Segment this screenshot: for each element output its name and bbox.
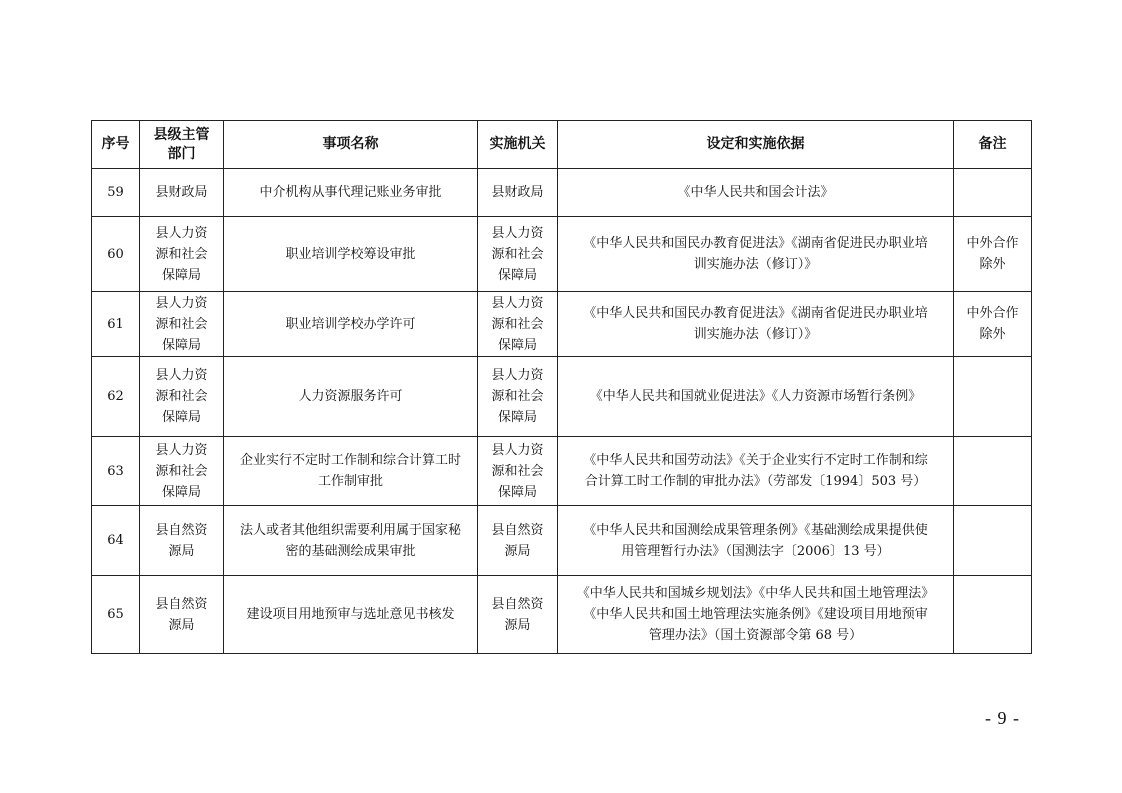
cell-basis-line: 训实施办法（修订）》	[693, 257, 818, 272]
header-serial-no: 序号	[92, 121, 140, 169]
cell-basis-line: 《中华人民共和国土地管理法实施条例》《建设项目用地预审	[583, 607, 928, 622]
cell-basis-line: 《中华人民共和国城乡规划法》《中华人民共和国土地管理法》	[576, 586, 935, 601]
cell-dept-line: 保障局	[161, 267, 201, 283]
cell-dept	[140, 169, 224, 217]
cell-basis-line: 《中华人民共和国测绘成果管理条例》《基础测绘成果提供使	[583, 522, 928, 538]
cell-serial-no: 61	[92, 292, 140, 357]
approval-items-table	[91, 120, 1032, 654]
cell-basis	[558, 576, 954, 654]
table-row	[92, 217, 1032, 292]
table-row	[92, 576, 1032, 654]
cell-dept	[140, 506, 224, 576]
cell-basis-line: 《中华人民共和国会计法》	[677, 185, 834, 200]
cell-agency-line: 县自然资	[491, 522, 544, 538]
cell-note	[954, 437, 1032, 506]
cell-item-name-line: 法人或者其他组织需要利用属于国家秘	[239, 522, 461, 538]
cell-note-line: 中外合作	[966, 236, 1019, 251]
cell-dept	[140, 292, 224, 357]
cell-basis-line: 管理办法》（国土资源部令第 68 号）	[648, 628, 863, 643]
cell-basis	[558, 437, 954, 506]
cell-dept-line: 保障局	[161, 484, 201, 500]
cell-agency	[478, 576, 558, 654]
cell-item-name-line: 建设项目用地预审与选址意见书核发	[246, 607, 455, 622]
cell-note	[954, 357, 1032, 437]
header-dept-line: 县级主管	[153, 126, 210, 143]
cell-dept-line: 县自然资	[155, 522, 208, 538]
cell-dept-line: 源和社会	[155, 389, 208, 404]
cell-dept-line: 源局	[168, 543, 195, 559]
table-row	[92, 169, 1032, 217]
cell-note-line: 除外	[979, 327, 1006, 342]
cell-agency-line: 保障局	[497, 337, 537, 353]
header-agency: 实施机关	[478, 121, 558, 169]
header-dept-line: 部门	[167, 145, 196, 162]
cell-agency-line: 县人力资	[491, 442, 544, 458]
page-number: - 9 -	[985, 708, 1020, 728]
cell-basis	[558, 357, 954, 437]
cell-item-name	[224, 357, 478, 437]
cell-note	[954, 506, 1032, 576]
cell-agency-line: 源局	[504, 617, 531, 633]
cell-item-name-line: 职业培训学校筹设审批	[285, 246, 416, 262]
cell-dept-line: 县财政局	[155, 185, 208, 200]
cell-item-name	[224, 576, 478, 654]
cell-basis	[558, 169, 954, 217]
header-note: 备注	[954, 121, 1032, 169]
cell-dept-line: 县人力资	[155, 225, 208, 241]
cell-agency-line: 县财政局	[491, 185, 544, 200]
cell-agency-line: 县人力资	[491, 295, 544, 311]
table-row	[92, 357, 1032, 437]
cell-item-name	[224, 217, 478, 292]
cell-dept	[140, 576, 224, 654]
cell-item-name-line: 职业培训学校办学许可	[285, 316, 416, 332]
cell-dept	[140, 437, 224, 506]
cell-note	[954, 292, 1032, 357]
header-item-name: 事项名称	[224, 121, 478, 169]
cell-agency-line: 源和社会	[491, 316, 544, 332]
cell-dept	[140, 357, 224, 437]
cell-agency-line: 源和社会	[491, 463, 544, 479]
cell-item-name-line: 密的基础测绘成果审批	[285, 543, 416, 559]
header-basis: 设定和实施依据	[558, 121, 954, 169]
cell-basis-line: 用管理暂行办法》（国测法字〔2006〕13 号）	[621, 543, 890, 559]
cell-agency-line: 县自然资	[491, 596, 544, 612]
cell-agency	[478, 357, 558, 437]
cell-item-name	[224, 437, 478, 506]
cell-basis-line: 《中华人民共和国民办教育促进法》《湖南省促进民办职业培	[583, 236, 928, 251]
cell-agency-line: 保障局	[497, 267, 537, 283]
table-row	[92, 506, 1032, 576]
cell-item-name-line: 企业实行不定时工作制和综合计算工时	[239, 453, 461, 468]
cell-serial-no: 63	[92, 437, 140, 506]
table-row	[92, 437, 1032, 506]
cell-basis	[558, 292, 954, 357]
cell-item-name-line: 工作制审批	[317, 474, 383, 489]
cell-agency	[478, 437, 558, 506]
cell-dept-line: 源和社会	[155, 246, 208, 262]
cell-item-name	[224, 506, 478, 576]
cell-basis-line: 合计算工时工作制的审批办法》（劳部发〔1994〕503 号）	[584, 474, 927, 489]
cell-agency	[478, 169, 558, 217]
cell-serial-no: 62	[92, 357, 140, 437]
cell-agency	[478, 292, 558, 357]
table-row	[92, 292, 1032, 357]
cell-basis-line: 训实施办法（修订）》	[693, 327, 818, 342]
cell-serial-no: 60	[92, 217, 140, 292]
cell-basis	[558, 506, 954, 576]
cell-agency-line: 县人力资	[491, 225, 544, 241]
cell-item-name	[224, 169, 478, 217]
cell-basis	[558, 217, 954, 292]
header-dept	[140, 121, 224, 169]
cell-serial-no: 64	[92, 506, 140, 576]
cell-dept-line: 源局	[168, 617, 195, 633]
cell-item-name-line: 人力资源服务许可	[298, 389, 403, 404]
cell-agency-line: 县人力资	[491, 368, 544, 383]
cell-note-line: 除外	[979, 257, 1006, 272]
cell-agency-line: 源局	[504, 543, 531, 559]
cell-basis-line: 《中华人民共和国劳动法》《关于企业实行不定时工作制和综	[583, 453, 928, 468]
cell-note	[954, 169, 1032, 217]
cell-dept-line: 源和社会	[155, 316, 208, 332]
cell-agency-line: 源和社会	[491, 389, 544, 404]
cell-note	[954, 576, 1032, 654]
cell-agency-line: 源和社会	[491, 246, 544, 262]
cell-serial-no: 65	[92, 576, 140, 654]
cell-agency-line: 保障局	[497, 410, 537, 425]
cell-dept-line: 保障局	[161, 410, 201, 425]
cell-dept-line: 县自然资	[155, 596, 208, 612]
cell-dept-line: 保障局	[161, 337, 201, 353]
cell-dept-line: 源和社会	[155, 463, 208, 479]
cell-agency	[478, 217, 558, 292]
cell-serial-no: 59	[92, 169, 140, 217]
cell-agency-line: 保障局	[497, 484, 537, 500]
cell-basis-line: 《中华人民共和国就业促进法》《人力资源市场暂行条例》	[589, 389, 922, 404]
cell-item-name-line: 中介机构从事代理记账业务审批	[259, 185, 442, 200]
table-header-row	[92, 121, 1032, 169]
cell-dept	[140, 217, 224, 292]
cell-note	[954, 217, 1032, 292]
cell-dept-line: 县人力资	[155, 368, 208, 383]
cell-dept-line: 县人力资	[155, 295, 208, 311]
cell-note-line: 中外合作	[966, 306, 1019, 321]
cell-basis-line: 《中华人民共和国民办教育促进法》《湖南省促进民办职业培	[583, 306, 928, 321]
cell-agency	[478, 506, 558, 576]
cell-dept-line: 县人力资	[155, 442, 208, 458]
cell-item-name	[224, 292, 478, 357]
